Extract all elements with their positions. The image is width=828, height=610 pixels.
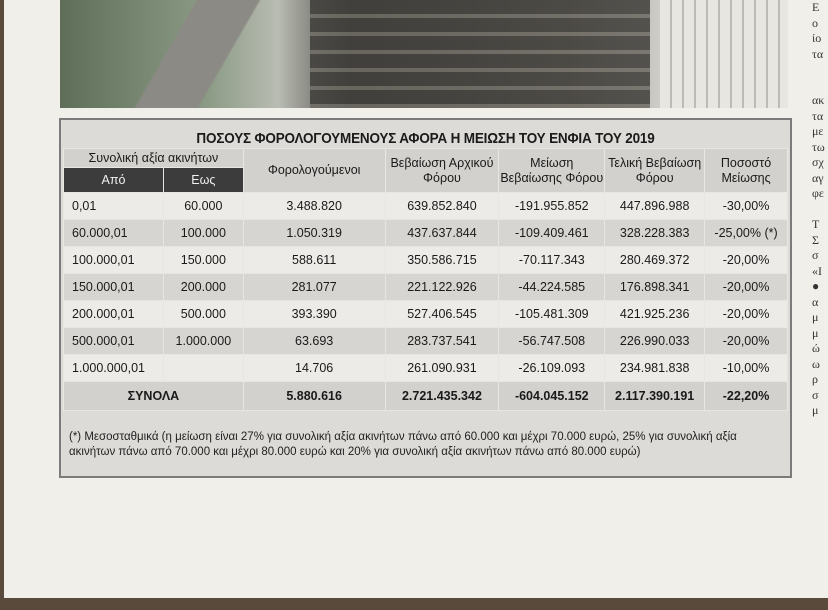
cell-final: 176.898.341 xyxy=(605,274,705,301)
cell-percent: -20,00% xyxy=(705,301,788,328)
newspaper-page xyxy=(4,0,828,598)
cell-percent: -20,00% xyxy=(705,247,788,274)
table-row xyxy=(64,193,788,220)
cell-to: 200.000 xyxy=(163,274,243,301)
cell-reduction: -26.109.093 xyxy=(499,355,605,382)
header-percent: Ποσοστό Μείωσης xyxy=(705,149,788,193)
cell-initial: 639.852.840 xyxy=(385,193,499,220)
totals-initial: 2.721.435.342 xyxy=(385,382,499,411)
side-text-line: ο xyxy=(812,15,818,30)
cell-taxpayers: 1.050.319 xyxy=(243,220,385,247)
side-text-line xyxy=(812,62,828,78)
side-text-line: σχ xyxy=(812,155,824,169)
header-to: Εως xyxy=(163,168,243,193)
cell-reduction: -191.955.852 xyxy=(499,193,605,220)
cell-initial: 261.090.931 xyxy=(385,355,499,382)
cell-from: 100.000,01 xyxy=(64,247,164,274)
cell-final: 226.990.033 xyxy=(605,328,705,355)
side-text-line: Σ xyxy=(812,232,819,247)
cell-from: 1.000.000,01 xyxy=(64,355,164,382)
side-text-line: φε xyxy=(812,186,824,200)
header-final-tax: Τελική Βεβαίωση Φόρου xyxy=(605,149,705,193)
enfia-table-panel xyxy=(59,118,792,478)
cell-reduction: -109.409.461 xyxy=(499,220,605,247)
cell-to: 500.000 xyxy=(163,301,243,328)
cell-reduction: -56.747.508 xyxy=(499,328,605,355)
side-text-line: τω xyxy=(812,139,825,154)
cell-to: 100.000 xyxy=(163,220,243,247)
cell-from: 0,01 xyxy=(64,193,164,220)
cell-final: 280.469.372 xyxy=(605,247,705,274)
photo-road xyxy=(120,0,310,108)
side-text-line: α xyxy=(812,294,819,309)
side-text-line xyxy=(812,202,828,218)
cell-to: 1.000.000 xyxy=(163,328,243,355)
cell-initial: 221.122.926 xyxy=(385,274,499,301)
side-text-line: «Ι xyxy=(812,263,822,278)
totals-taxpayers: 5.880.616 xyxy=(243,382,385,411)
cell-from: 150.000,01 xyxy=(64,274,164,301)
cell-taxpayers: 393.390 xyxy=(243,301,385,328)
side-text-line: Ε xyxy=(812,0,820,14)
side-text-line: αγ xyxy=(812,170,824,185)
cell-final: 328.228.383 xyxy=(605,220,705,247)
side-text-line: σ xyxy=(812,387,819,402)
cell-from: 500.000,01 xyxy=(64,328,164,355)
cell-taxpayers: 3.488.820 xyxy=(243,193,385,220)
totals-percent: -22,20% xyxy=(705,382,788,411)
cell-percent: -25,00% (*) xyxy=(705,220,788,247)
header-initial-tax: Βεβαίωση Αρχικού Φόρου xyxy=(385,149,499,193)
side-text-line: Τ xyxy=(812,217,820,231)
cell-final: 447.896.988 xyxy=(605,193,705,220)
header-from: Από xyxy=(64,168,164,193)
table-row xyxy=(64,355,788,382)
side-text-line: μ xyxy=(812,403,819,417)
adjacent-column-text xyxy=(812,0,828,598)
cell-taxpayers: 14.706 xyxy=(243,355,385,382)
cell-reduction: -70.117.343 xyxy=(499,247,605,274)
side-text-line: ίο xyxy=(812,31,822,45)
cell-percent: -10,00% xyxy=(705,355,788,382)
totals-reduction: -604.045.152 xyxy=(499,382,605,411)
totals-label: ΣΥΝΟΛΑ xyxy=(64,382,244,411)
cell-reduction: -44.224.585 xyxy=(499,274,605,301)
header-reduction: Μείωση Βεβαίωσης Φόρου xyxy=(499,149,605,193)
cell-initial: 283.737.541 xyxy=(385,328,499,355)
cell-final: 421.925.236 xyxy=(605,301,705,328)
cell-initial: 527.406.545 xyxy=(385,301,499,328)
side-text-line: ακ xyxy=(812,93,825,107)
side-text-line: ρ xyxy=(812,372,818,386)
cell-to: 60.000 xyxy=(163,193,243,220)
cell-to xyxy=(163,355,243,382)
cell-from: 200.000,01 xyxy=(64,301,164,328)
cell-from: 60.000,01 xyxy=(64,220,164,247)
cell-taxpayers: 281.077 xyxy=(243,274,385,301)
side-text-line: τα xyxy=(812,46,824,61)
cell-percent: -20,00% xyxy=(705,274,788,301)
header-property-value: Συνολική αξία ακινήτων xyxy=(64,149,244,168)
cell-taxpayers: 63.693 xyxy=(243,328,385,355)
table-row xyxy=(64,301,788,328)
side-text-line: μ xyxy=(812,310,819,324)
cell-initial: 437.637.844 xyxy=(385,220,499,247)
footnote: (*) Μεσοσταθμικά (η μείωση είναι 27% για συνολική αξία ακινήτων πάνω από 60.000 και μέχρι 70.000 ευρώ, 25% για συνολική αξία ακινήτων πάνω από 70.000 και μέχρι 80.000 ευρώ και 20% για συνολική αξία ακινήτων πάνω από 80.000 ευρώ) xyxy=(69,431,737,458)
cell-percent: -20,00% xyxy=(705,328,788,355)
table-title: ΠΟΣΟΥΣ ΦΟΡΟΛΟΓΟΥΜΕΝΟΥΣ ΑΦΟΡΑ Η ΜΕΙΩΣΗ ΤΟΥ ΕΝΦΙΑ ΤΟΥ 2019 xyxy=(196,130,655,147)
cell-percent: -30,00% xyxy=(705,193,788,220)
enfia-table xyxy=(63,148,788,411)
table-row xyxy=(64,274,788,301)
photo-building-right xyxy=(660,0,788,108)
side-text-line: ● xyxy=(812,279,820,293)
cell-initial: 350.586.715 xyxy=(385,247,499,274)
table-row xyxy=(64,328,788,355)
side-text-line: ώ xyxy=(812,341,820,355)
side-text-line: ω xyxy=(812,356,820,371)
side-text-line: τα xyxy=(812,108,824,123)
cell-reduction: -105.481.309 xyxy=(499,301,605,328)
street-photo xyxy=(60,0,788,108)
cell-to: 150.000 xyxy=(163,247,243,274)
table-row xyxy=(64,220,788,247)
side-text-line: με xyxy=(812,124,824,138)
cell-taxpayers: 588.611 xyxy=(243,247,385,274)
totals-final: 2.117.390.191 xyxy=(605,382,705,411)
side-text-line: σ xyxy=(812,248,819,262)
header-taxpayers: Φορολογούμενοι xyxy=(243,149,385,193)
photo-building xyxy=(310,0,650,108)
side-text-line xyxy=(812,78,828,94)
side-text-line: μ xyxy=(812,325,819,340)
totals-row xyxy=(64,382,788,411)
cell-final: 234.981.838 xyxy=(605,355,705,382)
table-row xyxy=(64,247,788,274)
